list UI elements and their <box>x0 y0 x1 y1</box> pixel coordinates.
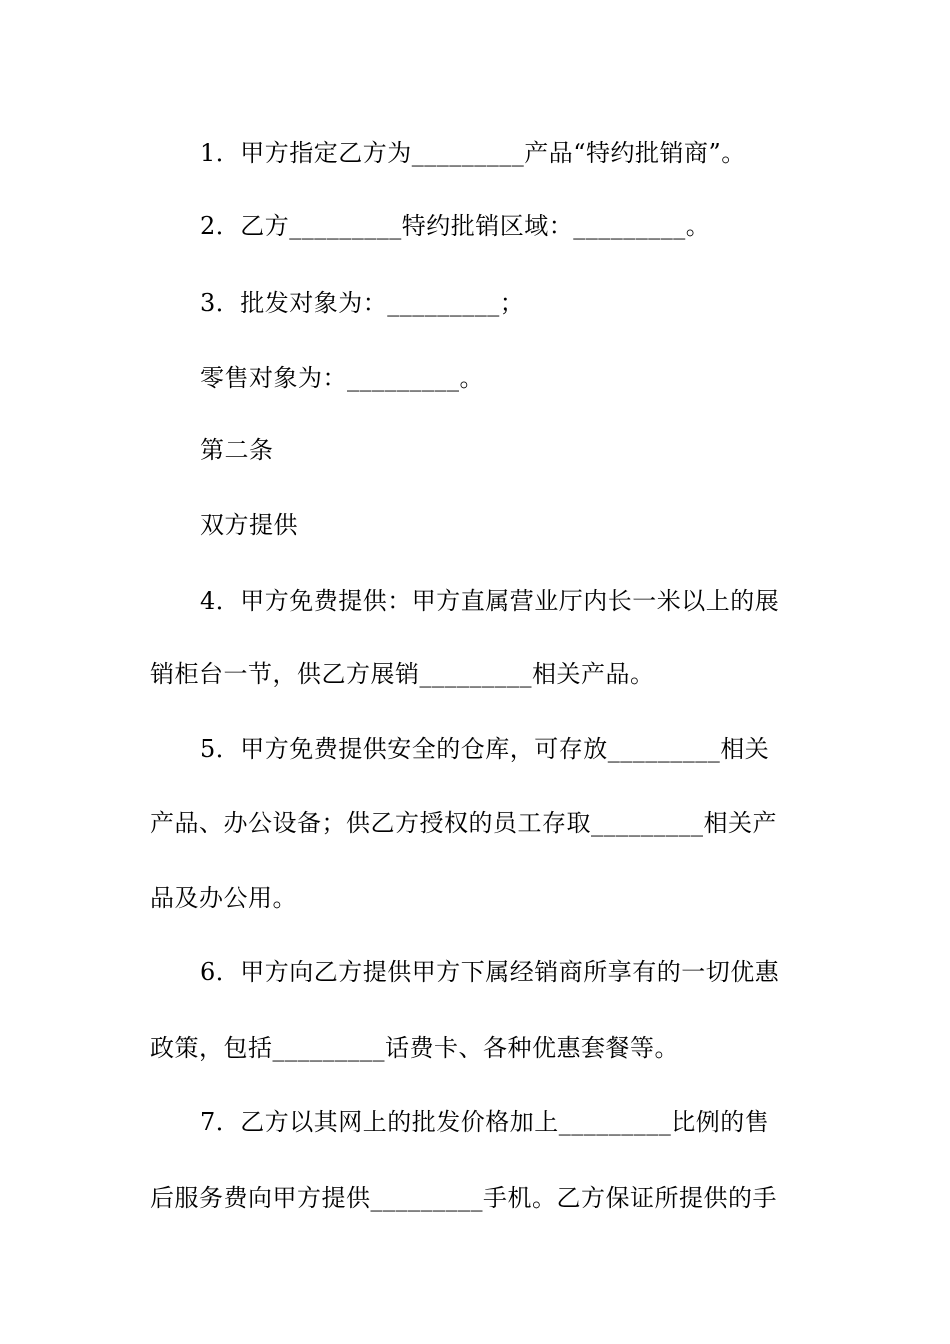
retail-target-line: 零售对象为：_________。 <box>200 364 484 392</box>
clause-2: 2．乙方_________特约批销区域：_________。 <box>200 212 711 240</box>
clause-7-line-1: 7．乙方以其网上的批发价格加上_________比例的售 <box>200 1108 770 1136</box>
section-subheading: 双方提供 <box>200 511 298 539</box>
clause-1: 1．甲方指定乙方为_________产品“特约批销商”。 <box>200 139 746 167</box>
clause-6-line-2: 政策，包括_________话费卡、各种优惠套餐等。 <box>150 1034 679 1062</box>
section-heading-article-2: 第二条 <box>200 436 274 464</box>
clause-7-line-2: 后服务费向甲方提供_________手机。乙方保证所提供的手 <box>150 1184 777 1212</box>
clause-4-line-1: 4．甲方免费提供：甲方直属营业厅内长一米以上的展 <box>200 587 780 615</box>
clause-3: 3．批发对象为：_________； <box>200 289 525 317</box>
clause-4-line-2: 销柜台一节，供乙方展销_________相关产品。 <box>150 660 655 688</box>
clause-5-line-2: 产品、办公设备；供乙方授权的员工存取_________相关产 <box>150 809 777 837</box>
clause-6-line-1: 6．甲方向乙方提供甲方下属经销商所享有的一切优惠 <box>200 958 780 986</box>
clause-5-line-3: 品及办公用。 <box>150 884 297 912</box>
clause-5-line-1: 5．甲方免费提供安全的仓库，可存放_________相关 <box>200 735 770 763</box>
